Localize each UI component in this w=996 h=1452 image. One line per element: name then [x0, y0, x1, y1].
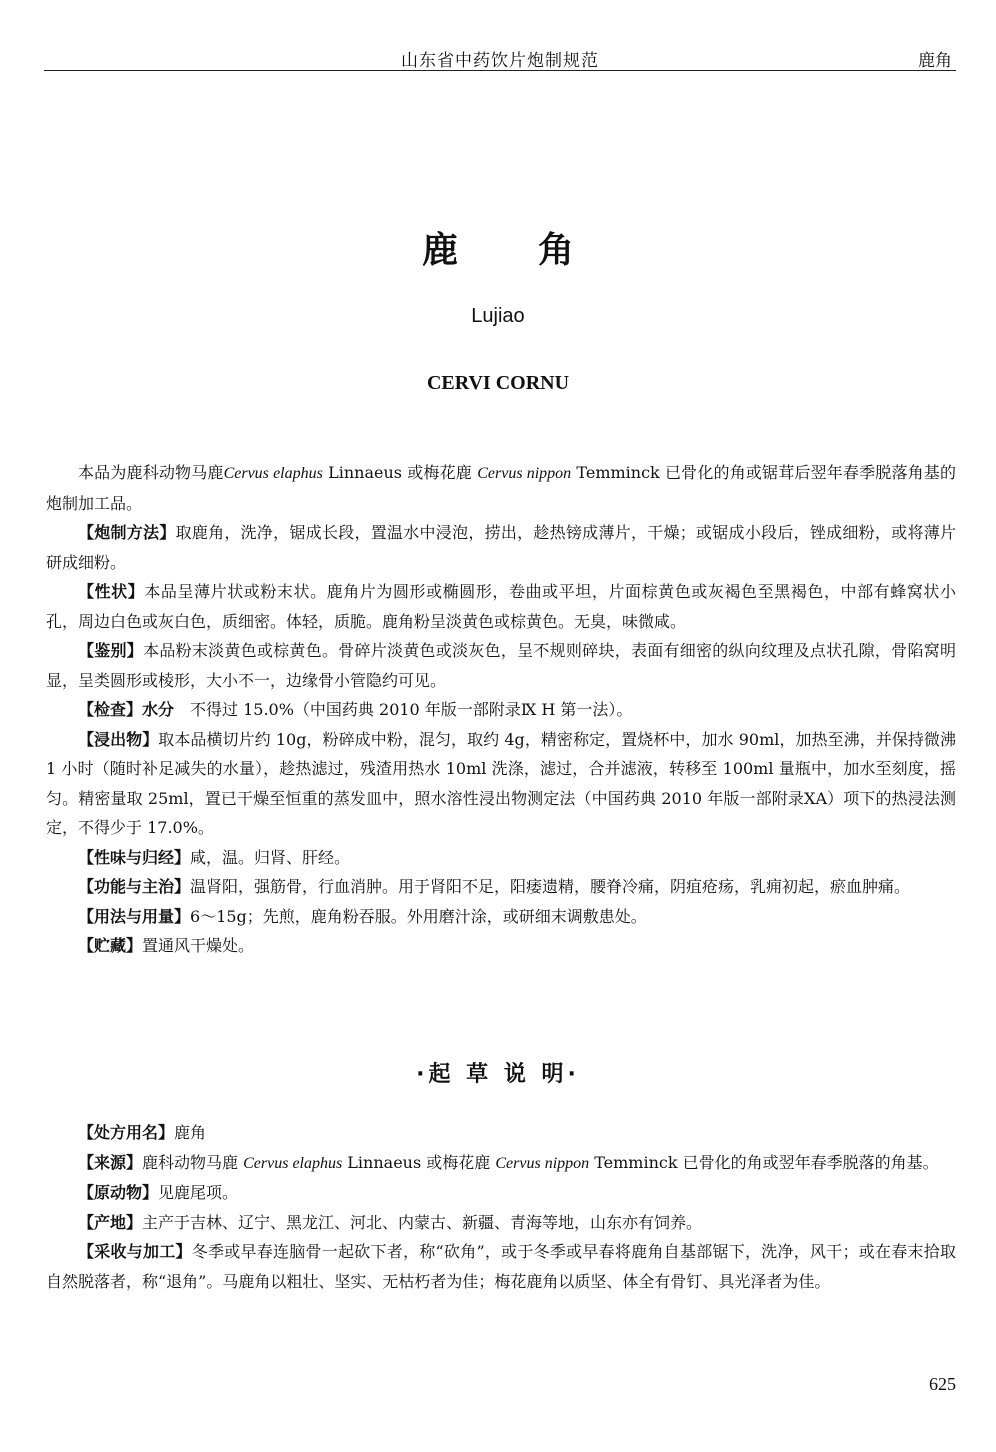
section-text: 冬季或早春连脑骨一起砍下者，称“砍角”，或于冬季或早春将鹿角自基部锯下，洗净，风干；或在春末拾取自然脱落者，称“退角”。马鹿角以粗壮、坚实、无枯朽者为佳；梅花鹿角以质坚、体全有骨钉、具光泽者为佳。 [46, 1242, 956, 1291]
intro-text-3: Temminck 已骨化的角或锯茸后翌年春季脱落角基的炮制加工品。 [46, 463, 956, 513]
drafting-notes-body [46, 1118, 956, 1296]
function-paragraph [46, 872, 956, 902]
section-label: 【性味与归经】 [78, 847, 191, 867]
section-label: 【处方用名】 [78, 1123, 175, 1142]
origin-paragraph [46, 1208, 956, 1238]
section-text: 鹿角 [174, 1123, 207, 1142]
intro-paragraph [46, 458, 956, 518]
section-label: 【原动物】 [78, 1183, 159, 1202]
storage-paragraph [46, 931, 956, 961]
source-paragraph [46, 1148, 956, 1179]
species-name: Cervus nippon [495, 1154, 590, 1172]
section-text: 本品粉末淡黄色或棕黄色。骨碎片淡黄色或淡灰色，呈不规则碎块，表面有细密的纵向纹理及点状孔隙，骨陷窝明显，呈类圆形或棱形，大小不一，边缘骨小管隐约可见。 [46, 641, 956, 690]
dosage-paragraph [46, 902, 956, 932]
processing-paragraph [46, 518, 956, 577]
description-paragraph [46, 577, 956, 636]
running-section: 鹿角 [918, 51, 952, 71]
section-text: 咸，温。归肾、肝经。 [190, 847, 351, 867]
section-text: 取鹿角，洗净，锯成长段，置温水中浸泡，捞出，趁热镑成薄片，干燥；或锯成小段后，锉成细粉，或将薄片研成细粉。 [46, 523, 956, 572]
species-name: Cervus elaphus [223, 465, 323, 482]
source-text-3: Temminck 已骨化的角或翌年春季脱落的角基。 [589, 1152, 939, 1172]
section-text: 主产于吉林、辽宁、黑龙江、河北、内蒙古、新疆、青海等地，山东亦有饲养。 [142, 1212, 703, 1232]
section-label: 【来源】 [78, 1152, 143, 1172]
nature-paragraph [46, 843, 956, 873]
section-text: 本品呈薄片状或粉末状。鹿角片为圆形或椭圆形，卷曲或平坦，片面棕黄色或灰褐色至黑褐色，中部有蜂窝状小孔，周边白色或灰白色，质细密。体轻，质脆。鹿角粉呈淡黄色或棕黄色。无臭，味微咸。 [46, 582, 956, 631]
book-title: 山东省中药饮片炮制规范 [401, 51, 599, 71]
extract-paragraph [46, 725, 956, 843]
species-name: Cervus nippon [477, 465, 572, 482]
section-label: 【鉴别】 [78, 641, 144, 660]
section-label: 【性状】 [78, 582, 145, 601]
animal-paragraph [46, 1178, 956, 1208]
running-header [44, 40, 956, 72]
header-rule [44, 70, 956, 71]
section-label: 【贮藏】 [78, 936, 143, 955]
inspection-paragraph [46, 695, 956, 725]
section-label: 【炮制方法】 [78, 523, 176, 542]
intro-text-2: Linnaeus 或梅花鹿 [322, 463, 478, 482]
identification-paragraph [46, 636, 956, 695]
source-text-1: 鹿科动物马鹿 [142, 1152, 244, 1172]
page-number: 625 [929, 1374, 956, 1394]
section-text: 取本品横切片约 10g，粉碎成中粉，混匀，取约 4g，精密称定，置烧杯中，加水 90ml，加热至沸，并保持微沸 1 小时（随时补足减失的水量），趁热滤过，残渣用热水 10ml 洗涤，滤过，合并滤液，转移至 100ml 量瓶中，加水至刻度，摇匀。精密量取 25ml，置已干燥至恒重的蒸发皿中，照水溶性浸出物测定法（中国药典 2010 年版一部附录ⅩA）项下的热浸法测定，不得少于 17.0%。 [46, 729, 956, 837]
prescription-paragraph [46, 1118, 956, 1148]
drafting-notes-heading: ·起 草 说 明· [416, 1062, 580, 1087]
section-label: 【功能与主治】 [78, 877, 191, 896]
species-name: Cervus elaphus [243, 1154, 343, 1172]
section-text: 见鹿尾项。 [158, 1183, 239, 1202]
section-label: 【浸出物】 [78, 729, 159, 749]
latin-name: CERVI CORNU [426, 372, 570, 394]
intro-text-1: 本品为鹿科动物马鹿 [78, 463, 224, 482]
section-label: 【产地】 [78, 1212, 143, 1232]
section-text: 不得过 15.0%（中国药典 2010 年版一部附录Ⅸ H 第一法）。 [174, 700, 633, 719]
section-label: 【采收与加工】 [78, 1242, 192, 1261]
harvest-paragraph [46, 1237, 956, 1296]
section-label: 【用法与用量】 [78, 906, 191, 926]
source-text-2: Linnaeus 或梅花鹿 [342, 1152, 496, 1172]
page-title: 鹿角 [421, 230, 654, 271]
section-text: 置通风干燥处。 [142, 936, 255, 955]
section-text: 6～15g；先煎，鹿角粉吞服。外用磨汁涂，或研细末调敷患处。 [190, 906, 647, 926]
pinyin-name: Lujiao [471, 305, 525, 327]
monograph-body [46, 458, 956, 961]
section-label: 【检查】水分 [78, 700, 175, 719]
section-text: 温肾阳，强筋骨，行血消肿。用于肾阳不足，阳痿遗精，腰脊冷痛，阴疽疮疡，乳痈初起，瘀血肿痛。 [190, 877, 911, 896]
